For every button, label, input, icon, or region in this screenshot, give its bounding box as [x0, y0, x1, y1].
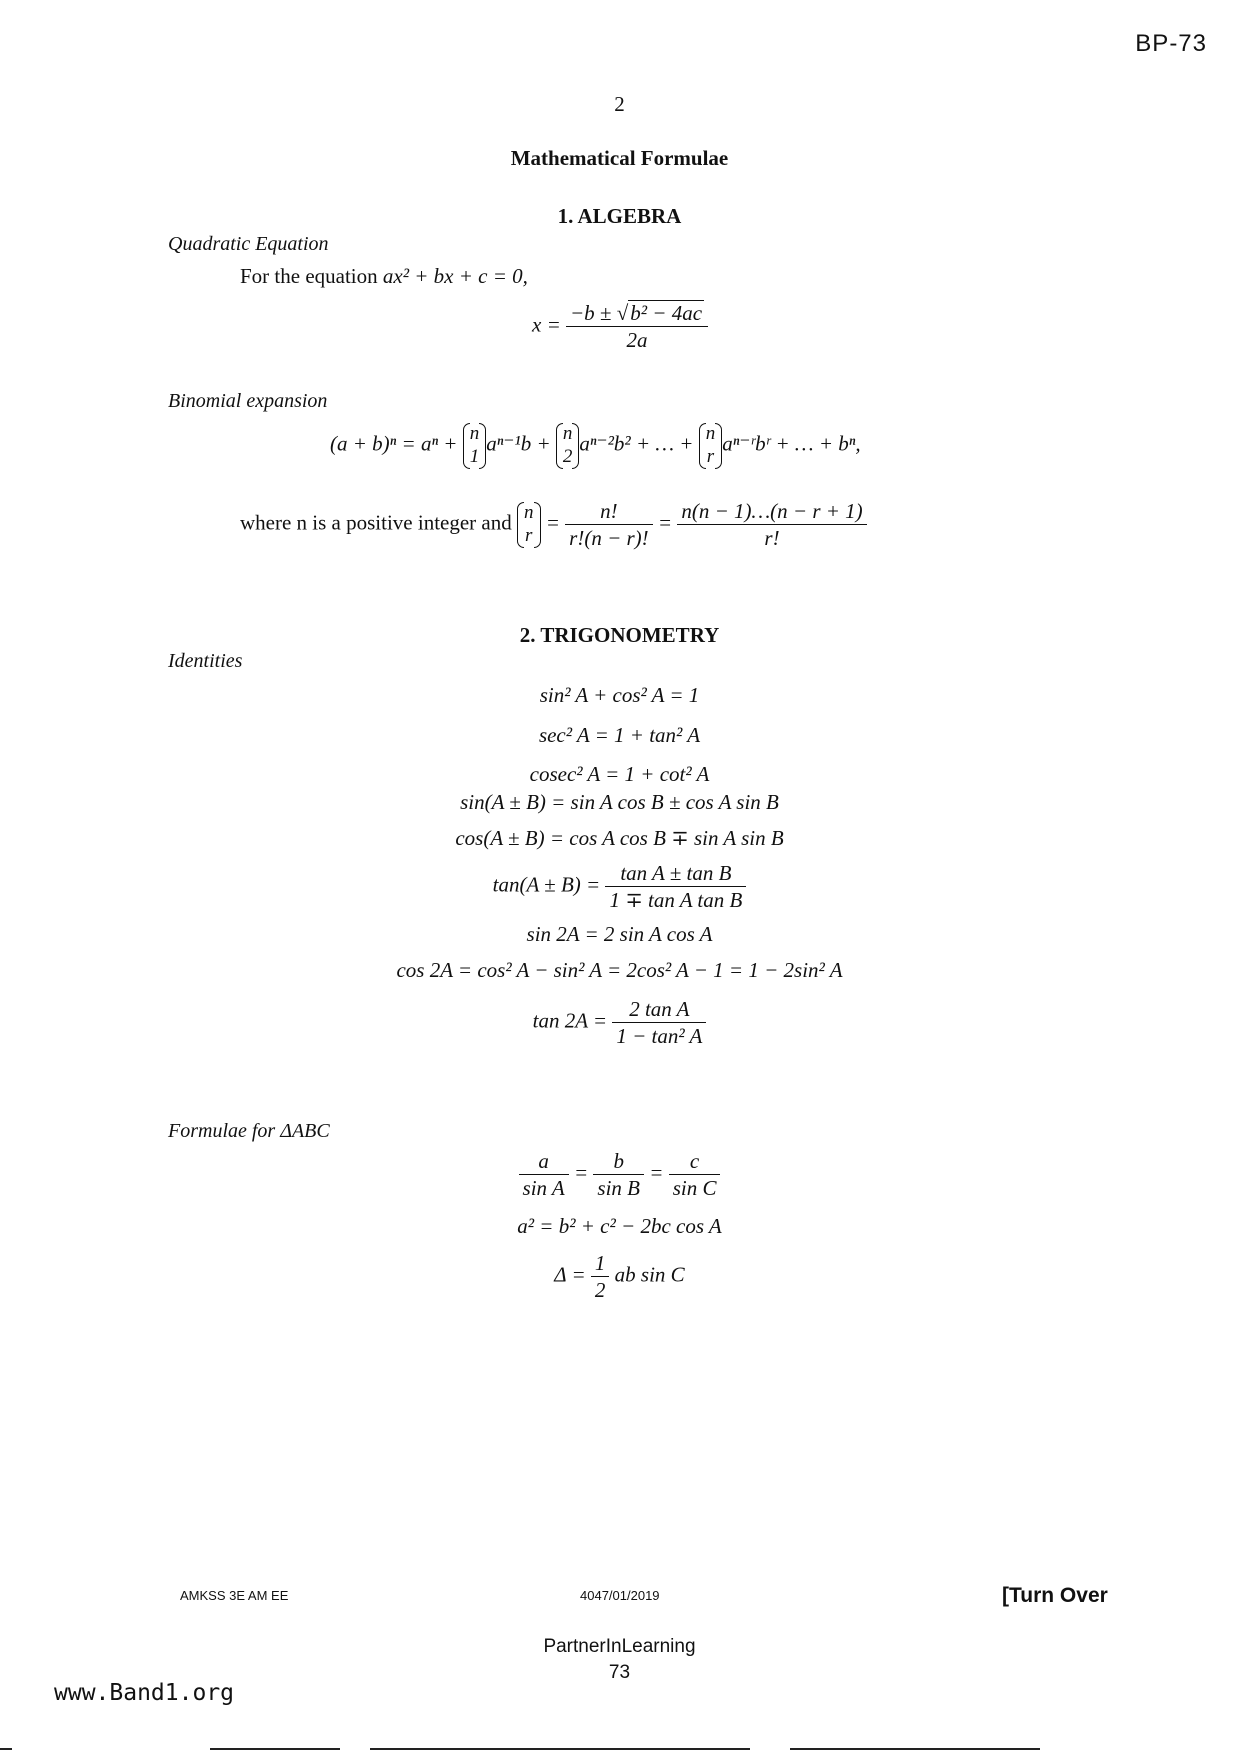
quadratic-intro-text: For the equation	[240, 264, 378, 288]
double-tangent-denominator: 1 − tan² A	[616, 1024, 703, 1049]
factorial-denominator: r!(n − r)!	[569, 526, 649, 551]
footer-paper-code: 4047/01/2019	[580, 1588, 660, 1603]
binom-top: n	[469, 423, 480, 444]
quadratic-radicand: b² − 4ac	[630, 301, 703, 325]
quadratic-title: Quadratic Equation	[168, 233, 329, 255]
double-tangent-fraction	[612, 996, 706, 1050]
identity-cosine-sum: cos(A ± B) = cos A cos B ∓ sin A sin B	[455, 826, 784, 850]
double-tangent-lhs: tan 2A =	[532, 1008, 608, 1033]
product-numerator: n(n − 1)…(n − r + 1)	[677, 498, 866, 525]
identity-cosecant: cosec² A = 1 + cot² A	[529, 762, 710, 786]
scan-line	[0, 1748, 12, 1750]
page-title: Mathematical Formulae	[510, 146, 729, 170]
double-tangent-numerator: 2 tan A	[612, 996, 706, 1023]
binom-n-2	[556, 423, 580, 469]
factorial-fraction	[565, 498, 653, 552]
binomial-expansion	[330, 423, 861, 469]
trigonometry-heading: 2. TRIGONOMETRY	[519, 623, 720, 647]
binomial-term-3: aⁿ⁻ʳbʳ + … + bⁿ,	[722, 431, 861, 456]
sine-rule-c	[669, 1148, 721, 1202]
sine-rule-c-den: sin C	[672, 1176, 717, 1201]
binomial-term-2: aⁿ⁻²b² + … +	[579, 431, 694, 456]
binomial-lhs: (a + b)ⁿ = aⁿ +	[330, 431, 458, 456]
watermark-text: PartnerInLearning	[543, 1636, 696, 1657]
product-fraction	[677, 498, 866, 552]
sine-rule-a	[519, 1148, 569, 1202]
sine-rule	[0, 1148, 1239, 1202]
identities-title: Identities	[168, 650, 243, 672]
identity-double-sine: sin 2A = 2 sin A cos A	[526, 922, 713, 946]
binom-n-r-def	[517, 502, 541, 548]
identity-double-tangent	[0, 996, 1239, 1050]
identity-double-cosine: cos 2A = cos² A − sin² A = 2cos² A − 1 = 1 − 2sin² A	[396, 958, 843, 982]
identity-tangent-sum	[0, 860, 1239, 914]
binom-n-1	[463, 423, 487, 469]
identity-pythagorean: sin² A + cos² A = 1	[539, 683, 700, 707]
tangent-sum-numerator: tan A ± tan B	[605, 860, 746, 887]
equals-sign: =	[545, 510, 560, 535]
binom-bottom: 1	[469, 445, 480, 467]
area-rhs: ab sin C	[614, 1262, 685, 1287]
quadratic-formula	[532, 300, 708, 354]
where-text: where n is a positive integer and	[240, 510, 512, 535]
quadratic-denominator: 2a	[626, 328, 648, 353]
area-half-fraction	[591, 1250, 610, 1304]
quadratic-intro	[240, 264, 528, 289]
document-code: BP-73	[1135, 30, 1207, 57]
area-half-denominator: 2	[594, 1278, 606, 1303]
binomial-title: Binomial expansion	[168, 390, 328, 412]
sine-rule-a-den: sin A	[522, 1176, 565, 1201]
identity-sine-sum: sin(A ± B) = sin A cos B ± cos A sin B	[460, 790, 779, 814]
tangent-sum-lhs: tan(A ± B) =	[492, 872, 601, 897]
scan-line	[790, 1748, 1040, 1750]
sine-rule-c-num: c	[669, 1148, 721, 1175]
scan-page-number: 73	[608, 1662, 631, 1683]
algebra-heading: 1. ALGEBRA	[557, 204, 682, 228]
binom-bottom: r	[525, 524, 533, 546]
binom-top: n	[562, 423, 573, 444]
binom-n-r	[699, 423, 723, 469]
area-half-numerator: 1	[591, 1250, 610, 1277]
binomial-term-1: aⁿ⁻¹b +	[486, 431, 551, 456]
equals-sign: =	[649, 1160, 664, 1185]
site-url: www.Band1.org	[54, 1680, 235, 1706]
sine-rule-b-den: sin B	[597, 1176, 641, 1201]
cosine-rule: a² = b² + c² − 2bc cos A	[517, 1214, 722, 1238]
binom-top: n	[524, 501, 534, 523]
triangle-title: Formulae for ΔABC	[168, 1120, 330, 1142]
quadratic-num-pre: −b ± √	[570, 301, 629, 325]
equals-sign: =	[657, 510, 673, 535]
sine-rule-b-num: b	[593, 1148, 644, 1175]
tangent-sum-denominator: 1 ∓ tan A tan B	[609, 888, 743, 913]
footer-left-code: AMKSS 3E AM EE	[180, 1588, 289, 1603]
sine-rule-a-num: a	[519, 1148, 569, 1175]
quadratic-numerator	[566, 300, 708, 327]
binom-bottom: r	[706, 445, 715, 467]
binomial-coefficient-definition	[240, 498, 867, 552]
scan-line	[370, 1748, 750, 1750]
area-formula	[0, 1250, 1239, 1304]
scan-line	[210, 1748, 340, 1750]
sine-rule-b	[593, 1148, 644, 1202]
quadratic-lhs: x =	[532, 312, 561, 337]
page-number: 2	[614, 92, 625, 116]
binom-top: n	[705, 423, 716, 444]
identity-secant: sec² A = 1 + tan² A	[538, 723, 701, 747]
tangent-sum-fraction	[605, 860, 746, 914]
quadratic-equation: ax² + bx + c = 0,	[382, 264, 528, 288]
product-denominator: r!	[764, 526, 780, 551]
equals-sign: =	[574, 1160, 589, 1185]
turn-over-label: [Turn Over	[1002, 1584, 1108, 1607]
area-lhs: Δ =	[554, 1262, 586, 1287]
binom-bottom: 2	[562, 445, 573, 467]
quadratic-fraction	[566, 300, 708, 354]
factorial-numerator: n!	[565, 498, 653, 525]
